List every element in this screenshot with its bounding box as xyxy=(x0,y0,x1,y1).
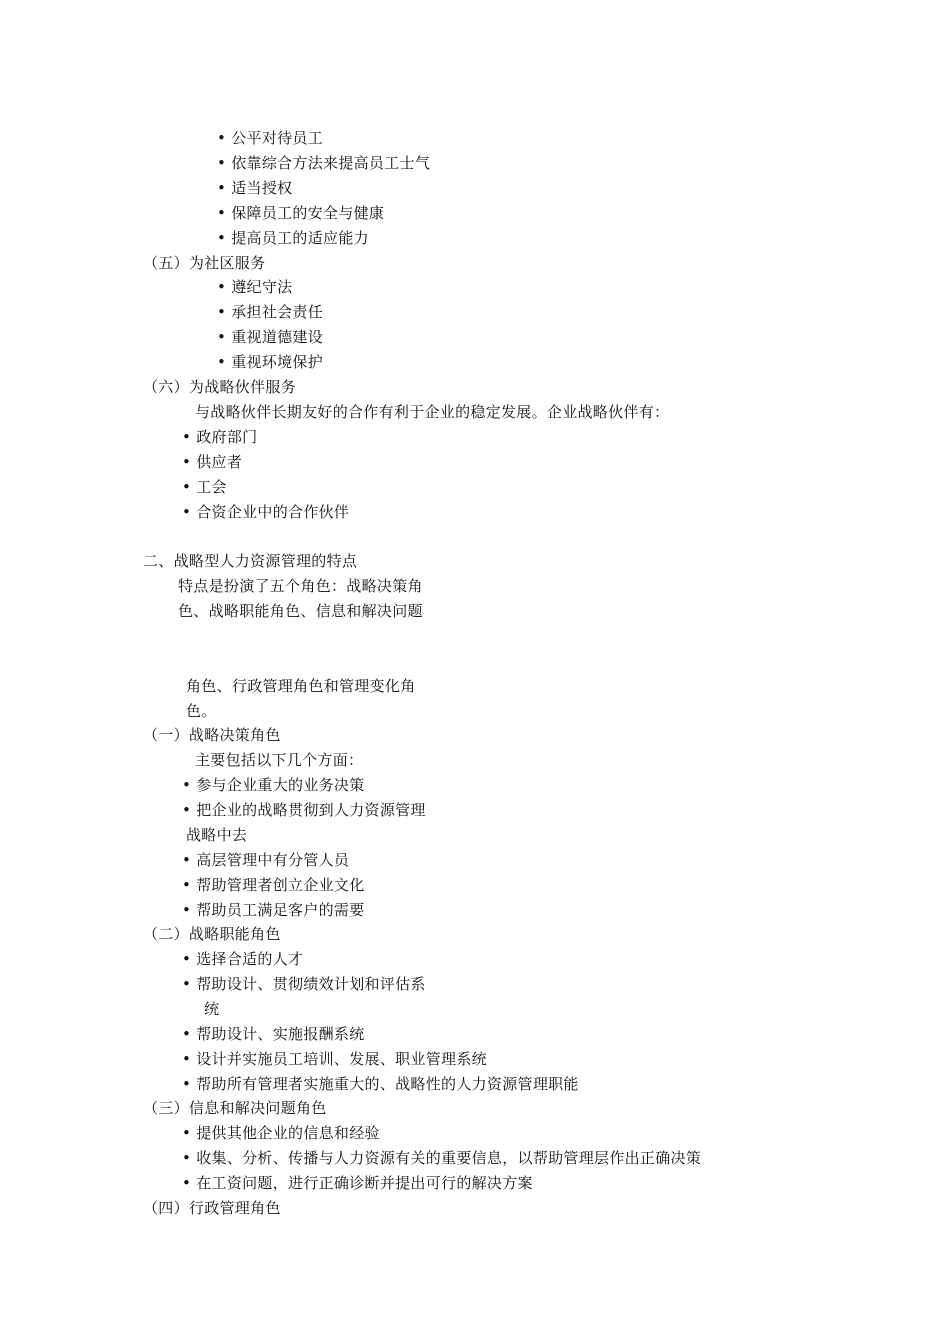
section-heading: （四）行政管理角色 xyxy=(143,1199,281,1217)
bullet-item: • 遵纪守法 xyxy=(217,278,293,296)
bullet-item: • 合资企业中的合作伙伴 xyxy=(182,503,350,521)
paragraph: 色、战略职能角色、信息和解决问题 xyxy=(178,602,423,620)
bullet-item: • 帮助设计、贯彻绩效计划和评估系 xyxy=(182,975,426,993)
paragraph: 与战略伙伴长期友好的合作有利于企业的稳定发展。企业战略伙伴有： xyxy=(195,403,670,421)
paragraph: 主要包括以下几个方面： xyxy=(195,751,364,769)
bullet-continuation: 统 xyxy=(204,1000,220,1018)
section-heading: （五）为社区服务 xyxy=(143,254,266,272)
bullet-item: • 依靠综合方法来提高员工士气 xyxy=(217,154,431,172)
bullet-item: • 高层管理中有分管人员 xyxy=(182,851,350,869)
bullet-item: • 参与企业重大的业务决策 xyxy=(182,776,365,794)
bullet-item: • 帮助设计、实施报酬系统 xyxy=(182,1025,365,1043)
bullet-item: • 供应者 xyxy=(182,453,243,471)
bullet-item: • 帮助员工满足客户的需要 xyxy=(182,901,365,919)
chapter-heading: 二、战略型人力资源管理的特点 xyxy=(143,552,358,570)
section-heading: （三）信息和解决问题角色 xyxy=(143,1099,327,1117)
bullet-item: • 帮助管理者创立企业文化 xyxy=(182,876,365,894)
paragraph: 角色、行政管理角色和管理变化角 xyxy=(186,677,416,695)
bullet-item: • 保障员工的安全与健康 xyxy=(217,204,385,222)
paragraph: 色。 xyxy=(186,702,217,720)
section-heading: （二）战略职能角色 xyxy=(143,925,281,943)
bullet-item: • 重视道德建设 xyxy=(217,328,324,346)
bullet-item: • 公平对待员工 xyxy=(217,129,324,147)
bullet-item: • 在工资问题，进行正确诊断并提出可行的解决方案 xyxy=(182,1174,533,1192)
bullet-item: • 工会 xyxy=(182,478,227,496)
bullet-item: • 承担社会责任 xyxy=(217,303,324,321)
bullet-continuation: 战略中去 xyxy=(186,826,248,844)
bullet-item: • 把企业的战略贯彻到人力资源管理 xyxy=(182,801,426,819)
bullet-item: • 设计并实施员工培训、发展、职业管理系统 xyxy=(182,1050,487,1068)
bullet-item: • 适当授权 xyxy=(217,179,293,197)
bullet-item: • 帮助所有管理者实施重大的、战略性的人力资源管理职能 xyxy=(182,1075,579,1093)
paragraph: 特点是扮演了五个角色：战略决策角 xyxy=(178,577,423,595)
bullet-item: • 收集、分析、传播与人力资源有关的重要信息，以帮助管理层作出正确决策 xyxy=(182,1149,702,1167)
section-heading: （一）战略决策角色 xyxy=(143,726,281,744)
bullet-item: • 选择合适的人才 xyxy=(182,950,304,968)
bullet-item: • 重视环境保护 xyxy=(217,353,324,371)
bullet-item: • 提高员工的适应能力 xyxy=(217,229,369,247)
bullet-item: • 政府部门 xyxy=(182,428,258,446)
section-heading: （六）为战略伙伴服务 xyxy=(143,378,297,396)
bullet-item: • 提供其他企业的信息和经验 xyxy=(182,1124,380,1142)
